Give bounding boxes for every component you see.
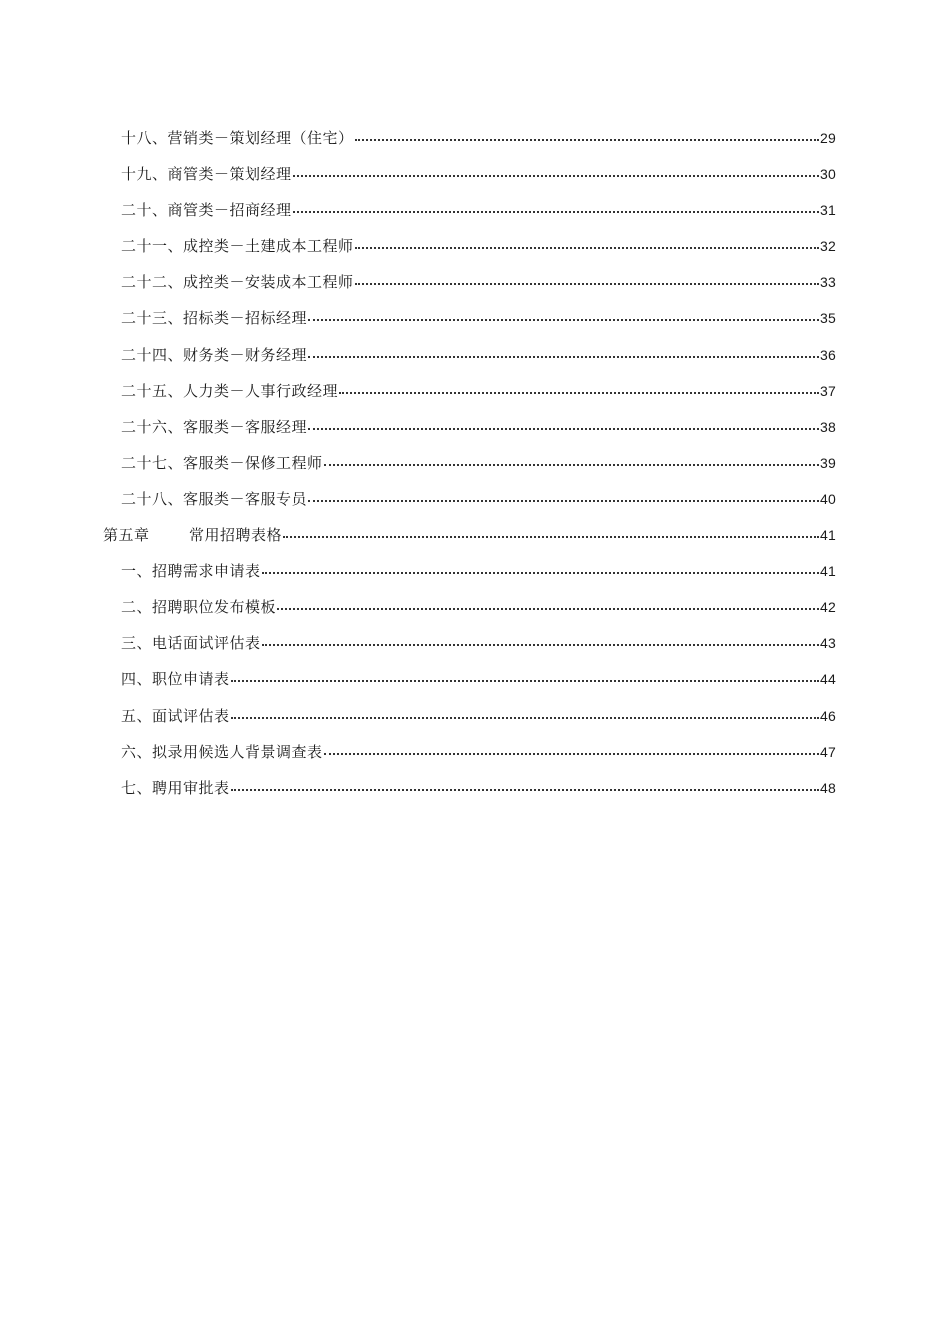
toc-page-number: 36 — [820, 346, 836, 363]
toc-page-number: 39 — [820, 454, 836, 471]
toc-entry-title: 一、招聘需求申请表 — [121, 562, 261, 581]
dot-leader — [283, 522, 819, 538]
toc-entry-title: 七、聘用审批表 — [121, 778, 230, 797]
toc-entry-title: 十九、商管类－策划经理 — [121, 165, 292, 184]
dot-leader — [308, 414, 819, 430]
toc-page-number: 38 — [820, 418, 836, 435]
dot-leader — [262, 630, 820, 646]
toc-entry[interactable] — [0, 551, 950, 587]
toc-entry-title: 二、招聘职位发布模板 — [121, 598, 277, 617]
toc-entry[interactable] — [0, 335, 950, 371]
dot-leader — [293, 161, 820, 177]
dot-leader — [231, 775, 820, 791]
toc-page-number: 40 — [820, 490, 836, 507]
toc-entry[interactable] — [0, 696, 950, 732]
toc-entry-title: 三、电话面试评估表 — [121, 634, 261, 653]
toc-entry[interactable] — [0, 371, 950, 407]
toc-entry[interactable] — [0, 587, 950, 623]
toc-entry-title: 五、面试评估表 — [121, 706, 230, 725]
toc-entry[interactable] — [0, 262, 950, 298]
toc-page-number: 47 — [820, 743, 836, 760]
dot-leader — [293, 197, 820, 213]
toc-entry-title: 二十六、客服类－客服经理 — [121, 417, 308, 436]
toc-entry-title: 四、职位申请表 — [121, 670, 230, 689]
toc-entry[interactable] — [0, 118, 950, 154]
toc-page-number: 31 — [820, 202, 836, 219]
toc-entry[interactable] — [0, 479, 950, 515]
toc-entry-title: 二十二、成控类－安装成本工程师 — [121, 273, 354, 292]
chapter-title: 常用招聘表格 — [189, 526, 283, 545]
toc-page-number: 32 — [820, 238, 836, 255]
dot-leader — [339, 378, 819, 394]
toc-page-number: 37 — [820, 382, 836, 399]
dot-leader — [355, 125, 820, 141]
toc-entry-title: 十八、营销类－策划经理（住宅） — [121, 129, 354, 147]
toc-chapter-entry[interactable] — [0, 515, 950, 551]
toc-chapter-title — [103, 524, 282, 546]
dot-leader — [324, 739, 820, 755]
dot-leader — [355, 233, 820, 249]
toc-entry[interactable] — [0, 768, 950, 804]
toc-entry-title: 二十三、招标类－招标经理 — [121, 309, 308, 328]
dot-leader — [324, 450, 820, 466]
toc-entry[interactable] — [0, 443, 950, 479]
toc-page-number: 48 — [820, 779, 836, 796]
dot-leader — [355, 269, 820, 285]
toc-entry-title: 二十五、人力类－人事行政经理 — [121, 381, 339, 400]
toc-page-number: 35 — [820, 310, 836, 327]
toc-entry-title: 二十七、客服类－保修工程师 — [121, 453, 323, 472]
table-of-contents — [0, 118, 950, 804]
toc-entry-title: 二十、商管类－招商经理 — [121, 201, 292, 220]
toc-entry[interactable] — [0, 154, 950, 190]
toc-entry-title: 二十四、财务类－财务经理 — [121, 345, 308, 364]
toc-page-number: 29 — [820, 130, 836, 146]
dot-leader — [231, 666, 820, 682]
toc-entry-title: 六、拟录用候选人背景调查表 — [121, 742, 323, 761]
toc-page-number: 33 — [820, 274, 836, 291]
toc-page-number: 41 — [820, 563, 836, 580]
toc-page-number: 44 — [820, 671, 836, 688]
dot-leader — [308, 342, 819, 358]
chapter-number: 第五章 — [103, 526, 150, 545]
toc-page-number: 41 — [820, 527, 836, 544]
toc-entry[interactable] — [0, 407, 950, 443]
toc-page-number: 43 — [820, 635, 836, 652]
toc-entry[interactable] — [0, 226, 950, 262]
toc-entry[interactable] — [0, 732, 950, 768]
dot-leader — [262, 558, 820, 574]
toc-entry-title: 二十一、成控类－土建成本工程师 — [121, 237, 354, 256]
toc-entry[interactable] — [0, 190, 950, 226]
toc-page-number: 30 — [820, 166, 836, 183]
toc-entry[interactable] — [0, 298, 950, 334]
dot-leader — [308, 486, 819, 502]
toc-entry[interactable] — [0, 659, 950, 695]
dot-leader — [277, 594, 819, 610]
toc-entry-title: 二十八、客服类－客服专员 — [121, 489, 308, 508]
toc-page-number: 42 — [820, 599, 836, 616]
dot-leader — [308, 305, 819, 321]
toc-entry[interactable] — [0, 623, 950, 659]
toc-page-number: 46 — [820, 707, 836, 724]
dot-leader — [231, 703, 820, 719]
